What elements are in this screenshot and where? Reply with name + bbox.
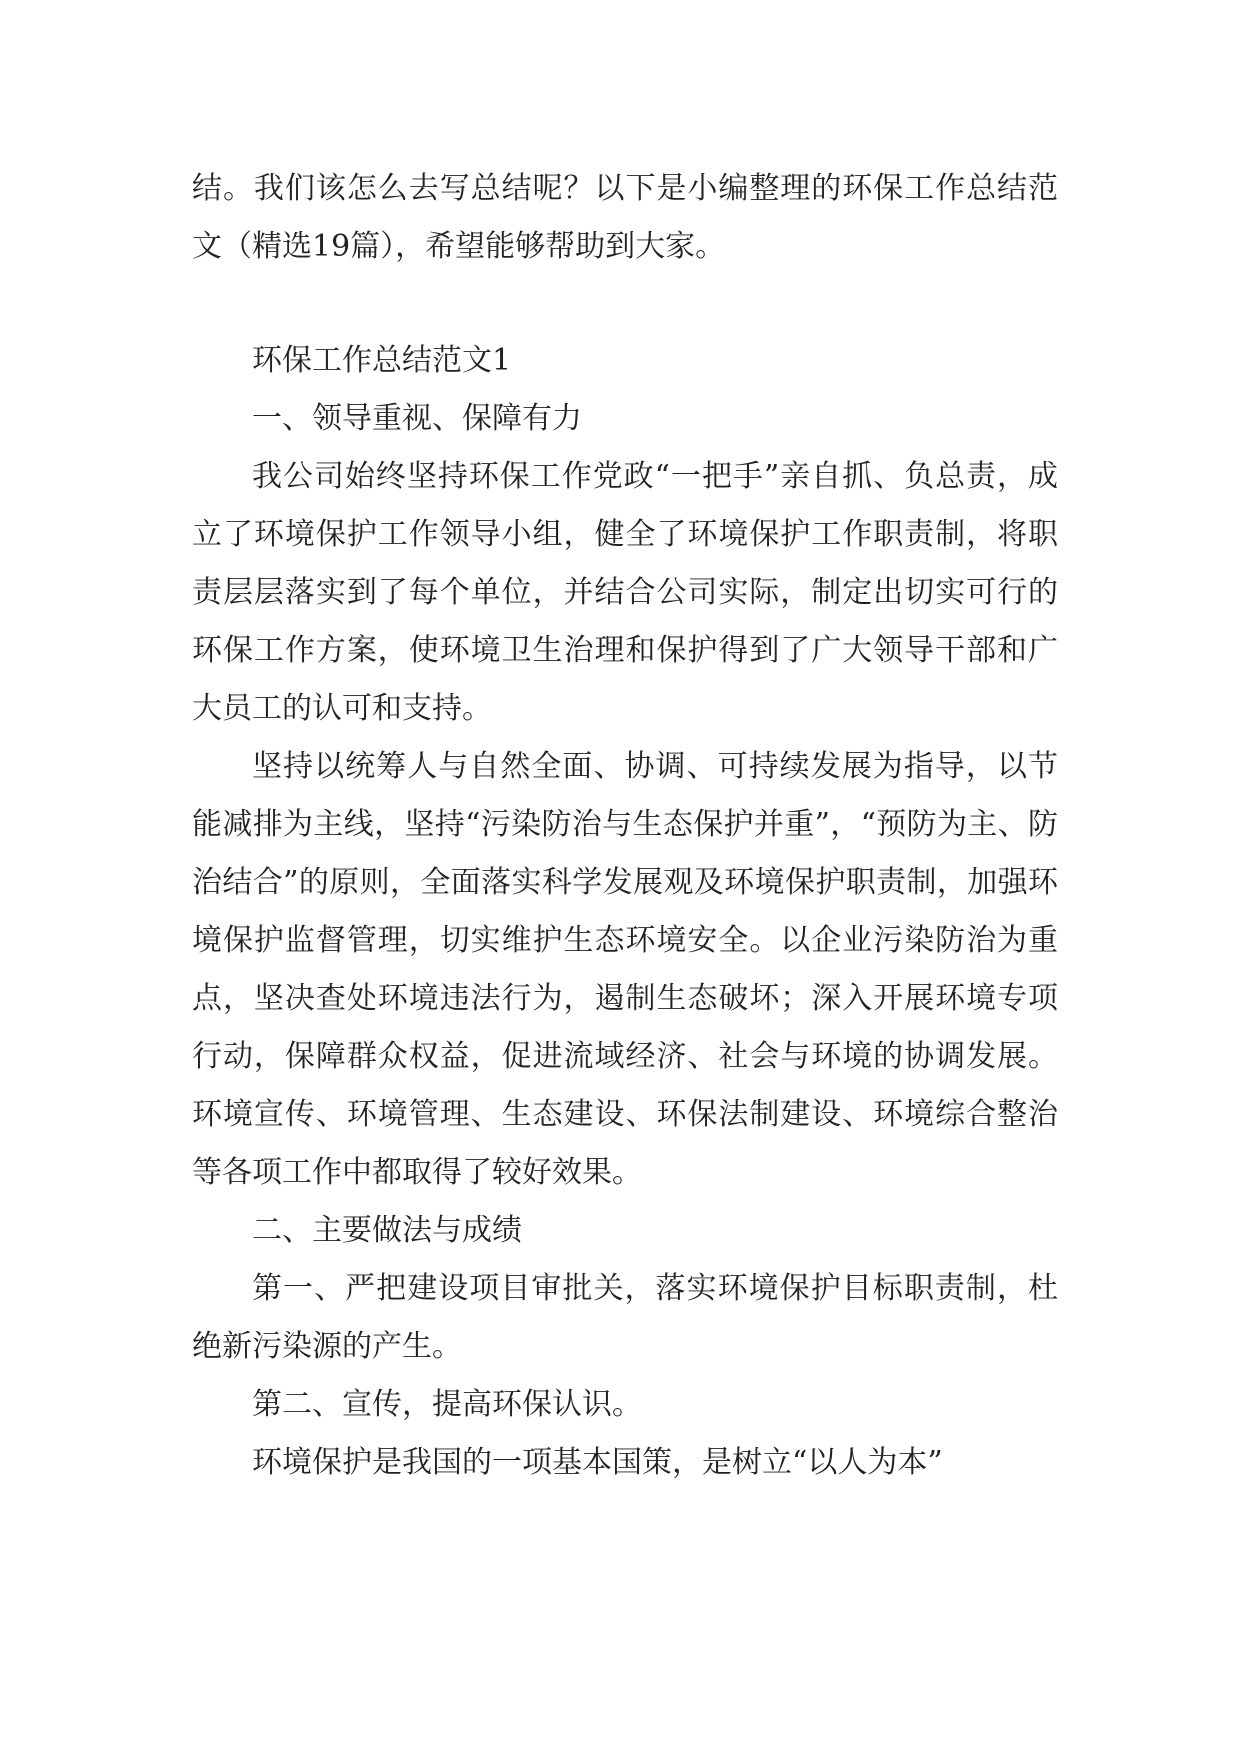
section-1-paragraph-1: 我公司始终坚持环保工作党政“一把手”亲自抓、负总责，成立了环境保护工作领导小组，健全了环境保护工作职责制，将职责层层落实到了每个单位，并结合公司实际，制定出切实可行的环保工作方案，使环境卫生治理和保护得到了广大领导干部和广大员工的认可和支持。 (192, 459, 1058, 726)
section-2-item-1: 第一、严把建设项目审批关，落实环境保护目标职责制，杜绝新污染源的产生。 (192, 1271, 1058, 1364)
paragraph-gap (192, 276, 1058, 332)
article-title: 环保工作总结范文1 (252, 343, 512, 378)
document-body (192, 160, 1058, 1492)
section-1-paragraph-2: 坚持以统筹人与自然全面、协调、可持续发展为指导，以节能减排为主线，坚持“污染防治与生态保护并重”，“预防为主、防治结合”的原则，全面落实科学发展观及环境保护职责制，加强环境保护监督管理，切实维护生态环境安全。以企业污染防治为重点，坚决查处环境违法行为，遏制生态破坏；深入开展环境专项行动，保障群众权益，促进流域经济、社会与环境的协调发展。环境宣传、环境管理、生态建设、环保法制建设、环境综合整治等各项工作中都取得了较好效果。 (192, 749, 1058, 1190)
section-2-paragraph-3: 环境保护是我国的一项基本国策，是树立“以人为本” (252, 1445, 943, 1480)
section-heading-2: 二、主要做法与成绩 (252, 1213, 522, 1248)
section-heading-1: 一、领导重视、保障有力 (252, 401, 582, 436)
intro-paragraph: 结。我们该怎么去写总结呢？以下是小编整理的环保工作总结范文（精选19篇），希望能够帮助到大家。 (192, 171, 1058, 264)
section-2-item-2: 第二、宣传，提高环保认识。 (252, 1387, 642, 1422)
